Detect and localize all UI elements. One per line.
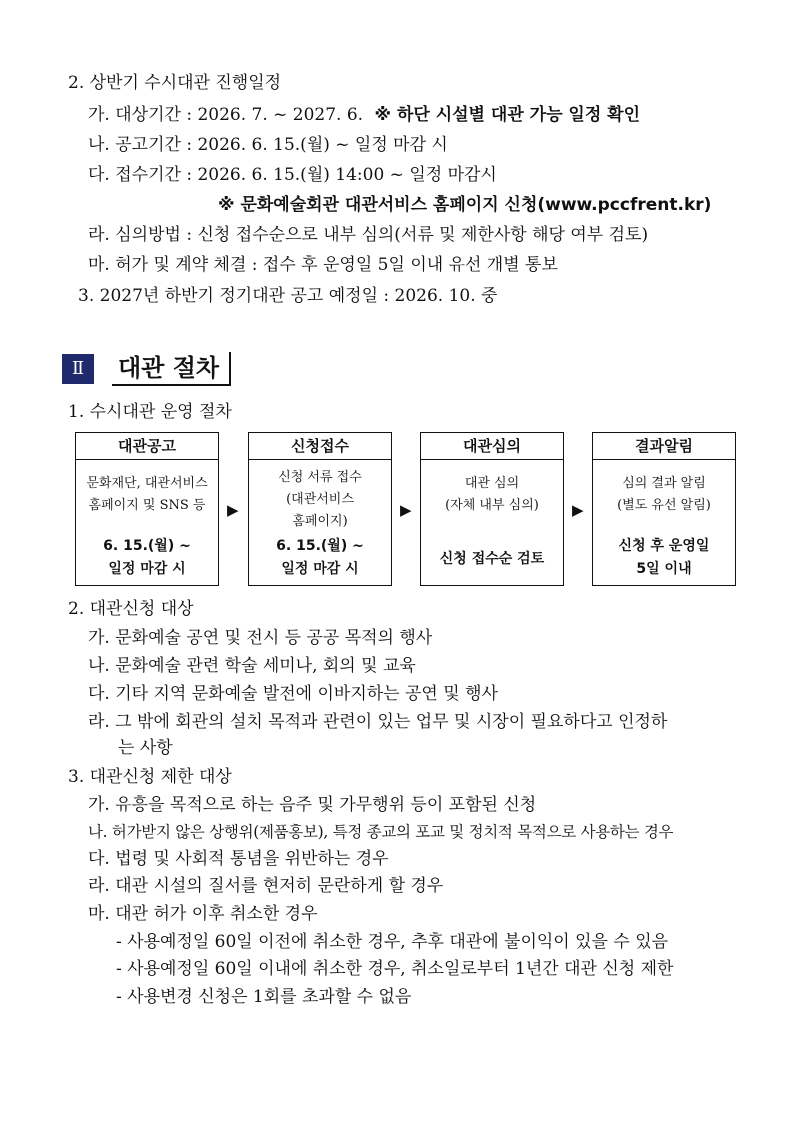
- target-item: 다. 기타 지역 문화예술 발전에 이바지하는 공연 및 행사: [88, 684, 498, 704]
- restriction-sub-item: - 사용예정일 60일 이내에 취소한 경우, 취소일로부터 1년간 대관 신청 제한: [116, 959, 674, 979]
- step-box-result: [592, 432, 736, 586]
- next-notice-date: 3. 2027년 하반기 정기대관 공고 예정일 : 2026. 10. 중: [78, 286, 498, 306]
- receipt-period: 다. 접수기간 : 2026. 6. 15.(월) 14:00 ~ 일정 마감시: [88, 165, 497, 185]
- procedure-heading: 1. 수시대관 운영 절차: [68, 402, 232, 422]
- restriction-sub-item: - 사용예정일 60일 이전에 취소한 경우, 추후 대관에 불이익이 있을 수 있음: [116, 932, 669, 952]
- notice-period: 나. 공고기간 : 2026. 6. 15.(월) ~ 일정 마감 시: [88, 135, 448, 155]
- restriction-item: 라. 대관 시설의 질서를 현저히 문란하게 할 경우: [88, 876, 444, 896]
- step-title: 신청접수: [249, 433, 391, 460]
- arrow-right-icon: ▶: [400, 501, 412, 519]
- contract-notice: 마. 허가 및 계약 체결 : 접수 후 운영일 5일 이내 유선 개별 통보: [88, 255, 558, 275]
- target-item-continuation: 는 사항: [118, 738, 173, 758]
- step-schedule: 6. 15.(월) ~ 일정 마감 시: [103, 538, 191, 577]
- restrictions-heading: 3. 대관신청 제한 대상: [68, 767, 232, 787]
- step-box-application: [248, 432, 392, 586]
- target-item: 라. 그 밖에 회관의 설치 목적과 관련이 있는 업무 및 시장이 필요하다고 인정하: [88, 712, 668, 732]
- step-title: 결과알림: [593, 433, 735, 460]
- step-description: 신청 서류 접수 (대관서비스 홈페이지): [278, 470, 362, 529]
- arrow-right-icon: ▶: [227, 501, 239, 519]
- step-description: 문화재단, 대관서비스 홈페이지 및 SNS 등: [86, 476, 208, 513]
- restriction-item: 나. 허가받지 않은 상행위(제품홍보), 특정 종교의 포교 및 정치적 목적으로 사용하는 경우: [88, 823, 674, 841]
- target-item: 나. 문화예술 관련 학술 세미나, 회의 및 교육: [88, 656, 416, 676]
- target-period-row: [88, 104, 640, 126]
- review-method: 라. 심의방법 : 신청 접수순으로 내부 심의(서류 및 제한사항 해당 여부 검토): [88, 225, 649, 245]
- step-title: 대관공고: [76, 433, 218, 460]
- step-title: 대관심의: [421, 433, 563, 460]
- restriction-item: 다. 법령 및 사회적 통념을 위반하는 경우: [88, 849, 389, 869]
- step-box-review: [420, 432, 564, 586]
- restriction-item: 마. 대관 허가 이후 취소한 경우: [88, 904, 318, 924]
- step-schedule: 신청 후 운영일 5일 이내: [618, 538, 710, 577]
- step-description: 대관 심의 (자체 내부 심의): [445, 476, 539, 513]
- section-title: 대관 절차: [112, 352, 231, 386]
- restriction-sub-item: - 사용변경 신청은 1회를 초과할 수 없음: [116, 987, 412, 1007]
- section-number-badge: Ⅱ: [62, 354, 94, 384]
- schedule-heading: 2. 상반기 수시대관 진행일정: [68, 73, 282, 93]
- step-schedule: 신청 접수순 검토: [439, 551, 545, 567]
- target-note: ※ 하단 시설별 대관 가능 일정 확인: [374, 105, 641, 125]
- step-schedule: 6. 15.(월) ~ 일정 마감 시: [276, 538, 364, 577]
- step-box-notice: [75, 432, 219, 586]
- targets-heading: 2. 대관신청 대상: [68, 599, 194, 619]
- restriction-item: 가. 유흥을 목적으로 하는 음주 및 가무행위 등이 포함된 신청: [88, 795, 537, 815]
- target-period: 가. 대상기간 : 2026. 7. ~ 2027. 6.: [88, 105, 364, 125]
- step-description: 심의 결과 알림 (별도 유선 알림): [617, 476, 711, 513]
- arrow-right-icon: ▶: [572, 501, 584, 519]
- target-item: 가. 문화예술 공연 및 전시 등 공공 목적의 행사: [88, 628, 433, 648]
- receipt-note: ※ 문화예술회관 대관서비스 홈페이지 신청(www.pccfrent.kr): [218, 195, 712, 215]
